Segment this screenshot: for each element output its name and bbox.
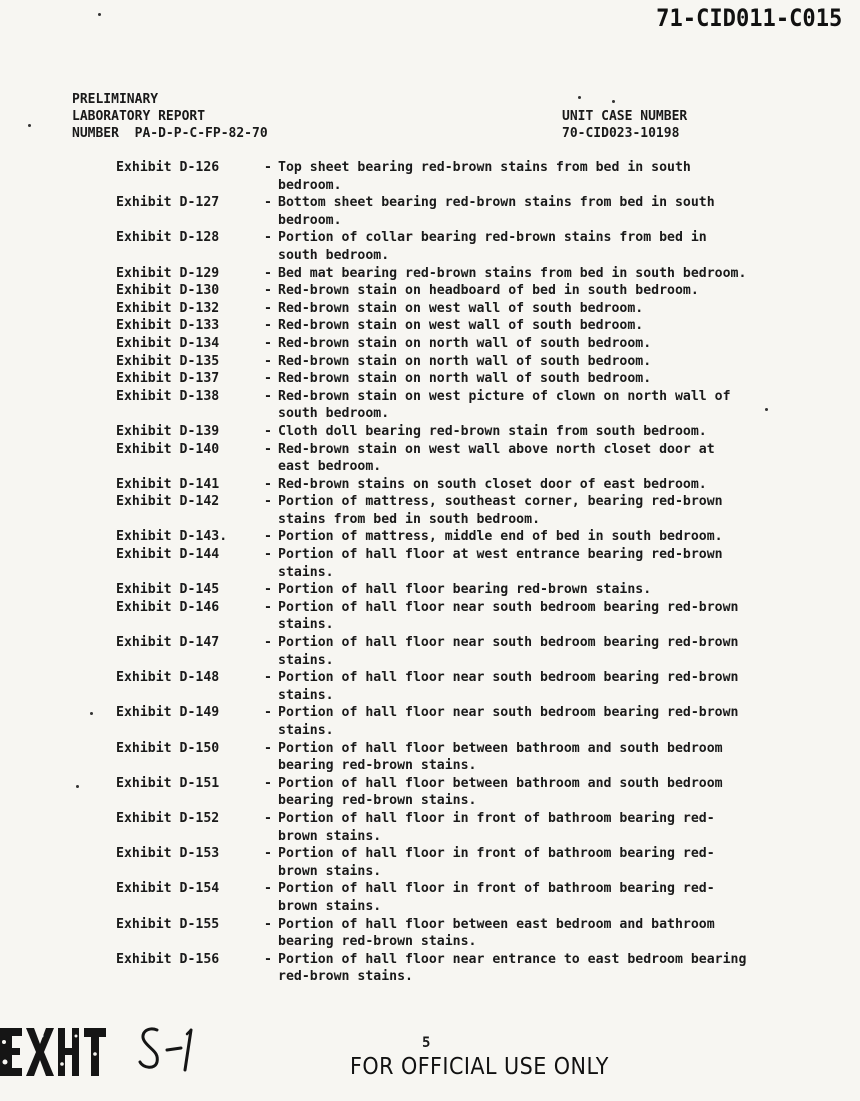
handwritten-exhibit-mark bbox=[135, 1020, 215, 1075]
exhibit-description: bearing red-brown stains. bbox=[278, 793, 477, 809]
exhibit-description: Portion of hall floor in front of bathroom bearing red- bbox=[278, 810, 715, 826]
exhibit-separator: - bbox=[264, 441, 272, 457]
exhibit-item bbox=[116, 880, 826, 898]
exhibit-item-continuation bbox=[116, 212, 826, 230]
exhibit-separator: - bbox=[264, 195, 272, 211]
exhibit-item bbox=[116, 493, 826, 511]
exhibit-label: Exhibit D-134 bbox=[116, 335, 220, 351]
exhibit-label: Exhibit D-154 bbox=[116, 881, 220, 897]
exhibit-label: Exhibit D-143. bbox=[116, 529, 228, 545]
exhibit-description: bearing red-brown stains. bbox=[278, 758, 477, 774]
exhibit-description: brown stains. bbox=[278, 863, 382, 879]
exhibit-description: Red-brown stain on north wall of south bedroom. bbox=[278, 371, 652, 387]
exhibit-separator: - bbox=[264, 265, 272, 281]
exhibit-separator: - bbox=[264, 494, 272, 510]
paper-speck bbox=[765, 408, 768, 411]
exhibit-description: Portion of hall floor between east bedroom and bathroom bbox=[278, 916, 715, 932]
exhibit-separator: - bbox=[264, 283, 272, 299]
exhibit-description: stains. bbox=[278, 564, 334, 580]
exhibit-description: Red-brown stain on north wall of south bedroom. bbox=[278, 353, 652, 369]
exhibit-separator: - bbox=[264, 300, 272, 316]
exhibit-label: Exhibit D-139 bbox=[116, 423, 220, 439]
report-header-right bbox=[562, 108, 687, 142]
exhibit-label: Exhibit D-128 bbox=[116, 230, 220, 246]
exhibit-description: Portion of hall floor near south bedroom bearing red-brown bbox=[278, 599, 739, 615]
paper-speck bbox=[76, 785, 79, 788]
exhibit-separator: - bbox=[264, 423, 272, 439]
exhibit-item bbox=[116, 634, 826, 652]
exhibit-separator: - bbox=[264, 635, 272, 651]
paper-speck bbox=[612, 100, 615, 103]
exhibit-item bbox=[116, 599, 826, 617]
exhibit-label: Exhibit D-126 bbox=[116, 160, 220, 175]
exhibit-separator: - bbox=[264, 670, 272, 686]
exhibit-item-continuation bbox=[116, 933, 826, 951]
exhibit-item bbox=[116, 159, 826, 177]
exhibit-separator: - bbox=[264, 951, 272, 967]
exhibit-item bbox=[116, 300, 826, 318]
exhibit-description: stains. bbox=[278, 723, 334, 738]
exhibit-description: Bottom sheet bearing red-brown stains from bed in south bbox=[278, 195, 715, 211]
exhibit-item bbox=[116, 441, 826, 459]
exhibit-description: Portion of hall floor between bathroom and south bedroom bbox=[278, 740, 723, 756]
exhibit-description: stains. bbox=[278, 652, 334, 668]
exhibit-description: Portion of hall floor in front of bathroom bearing red- bbox=[278, 881, 715, 897]
exhibit-item bbox=[116, 740, 826, 758]
exhibit-separator: - bbox=[264, 371, 272, 387]
exhibit-item bbox=[116, 916, 826, 934]
exhibit-item-continuation bbox=[116, 863, 826, 881]
exhibit-label: Exhibit D-130 bbox=[116, 283, 220, 299]
exhibit-item-continuation bbox=[116, 177, 826, 195]
exhibit-description: Red-brown stain on west picture of clown on north wall of bbox=[278, 388, 731, 404]
exhibit-description: Portion of hall floor near south bedroom bearing red-brown bbox=[278, 670, 739, 686]
exhibit-separator: - bbox=[264, 705, 272, 721]
exhibit-item bbox=[116, 951, 826, 969]
exhibit-label: Exhibit D-133 bbox=[116, 318, 220, 334]
exhibit-label: Exhibit D-149 bbox=[116, 705, 220, 721]
exhibit-list bbox=[116, 159, 826, 986]
exhibit-separator: - bbox=[264, 318, 272, 334]
exhibit-item-continuation bbox=[116, 564, 826, 582]
exhibit-label: Exhibit D-144 bbox=[116, 547, 220, 563]
exhibit-description: Portion of hall floor near south bedroom bearing red-brown bbox=[278, 635, 739, 651]
exhibit-item bbox=[116, 528, 826, 546]
exhibit-description: brown stains. bbox=[278, 898, 382, 914]
exhibit-label: Exhibit D-153 bbox=[116, 846, 220, 862]
exhibit-description: Top sheet bearing red-brown stains from bed in south bbox=[278, 160, 691, 175]
report-type: LABORATORY REPORT bbox=[72, 109, 206, 124]
exhibit-description: Portion of hall floor in front of bathroom bearing red- bbox=[278, 846, 715, 862]
exhibit-description: Red-brown stain on headboard of bed in south bedroom. bbox=[278, 283, 699, 299]
exhibit-item bbox=[116, 335, 826, 353]
exhibit-description: Red-brown stain on west wall of south bedroom. bbox=[278, 318, 644, 334]
exhibit-separator: - bbox=[264, 881, 272, 897]
exhibit-description: Portion of hall floor near entrance to east bedroom bearing bbox=[278, 951, 747, 967]
exhibit-description: south bedroom. bbox=[278, 406, 390, 422]
exhibit-label: Exhibit D-127 bbox=[116, 195, 220, 211]
exhibit-item bbox=[116, 353, 826, 371]
exhibit-label: Exhibit D-141 bbox=[116, 476, 220, 492]
paper-speck bbox=[578, 96, 581, 99]
exhibit-separator: - bbox=[264, 476, 272, 492]
exhibit-description: bedroom. bbox=[278, 212, 342, 228]
exhibit-description: bedroom. bbox=[278, 177, 342, 193]
exhibit-item-continuation bbox=[116, 968, 826, 986]
exhibit-item-continuation bbox=[116, 722, 826, 740]
exhibit-item bbox=[116, 704, 826, 722]
exhibit-description: Red-brown stain on north wall of south bedroom. bbox=[278, 335, 652, 351]
exhibit-item bbox=[116, 282, 826, 300]
exhibit-separator: - bbox=[264, 599, 272, 615]
exhibit-separator: - bbox=[264, 846, 272, 862]
exhibit-description: Red-brown stain on west wall above north closet door at bbox=[278, 441, 715, 457]
exhibit-label: Exhibit D-148 bbox=[116, 670, 220, 686]
exhibit-description: Red-brown stain on west wall of south bedroom. bbox=[278, 300, 644, 316]
exhibit-item bbox=[116, 194, 826, 212]
exhibit-label: Exhibit D-129 bbox=[116, 265, 220, 281]
exhibit-item bbox=[116, 581, 826, 599]
exhibit-description: Portion of hall floor near south bedroom bearing red-brown bbox=[278, 705, 739, 721]
exhibit-item bbox=[116, 845, 826, 863]
exhibit-item-continuation bbox=[116, 511, 826, 529]
exhibit-label: Exhibit D-138 bbox=[116, 388, 220, 404]
exhibit-stamp bbox=[0, 1022, 108, 1080]
exhibit-item bbox=[116, 546, 826, 564]
exhibit-item-continuation bbox=[116, 792, 826, 810]
exhibit-description: stains from bed in south bedroom. bbox=[278, 511, 541, 527]
exhibit-description: stains. bbox=[278, 687, 334, 703]
exhibit-separator: - bbox=[264, 775, 272, 791]
exhibit-label: Exhibit D-140 bbox=[116, 441, 220, 457]
exhibit-description: red-brown stains. bbox=[278, 969, 413, 985]
exhibit-label: Exhibit D-150 bbox=[116, 740, 220, 756]
exhibit-item-continuation bbox=[116, 247, 826, 265]
report-status: PRELIMINARY bbox=[72, 92, 159, 107]
exhibit-description: Portion of hall floor bearing red-brown stains. bbox=[278, 582, 652, 598]
exhibit-label: Exhibit D-132 bbox=[116, 300, 220, 316]
exhibit-item-continuation bbox=[116, 828, 826, 846]
exhibit-separator: - bbox=[264, 810, 272, 826]
classification-footer: FOR OFFICIAL USE ONLY bbox=[350, 1054, 609, 1080]
exhibit-item-continuation bbox=[116, 898, 826, 916]
exhibit-separator: - bbox=[264, 388, 272, 404]
exhibit-separator: - bbox=[264, 582, 272, 598]
exhibit-label: Exhibit D-142 bbox=[116, 494, 220, 510]
exhibit-separator: - bbox=[264, 230, 272, 246]
exhibit-item bbox=[116, 370, 826, 388]
exhibit-label: Exhibit D-137 bbox=[116, 371, 220, 387]
exhibit-description: stains. bbox=[278, 617, 334, 633]
exhibit-item bbox=[116, 775, 826, 793]
paper-speck bbox=[98, 13, 101, 16]
page-number: 5 bbox=[422, 1035, 431, 1051]
exhibit-description: Portion of hall floor between bathroom and south bedroom bbox=[278, 775, 723, 791]
exhibit-separator: - bbox=[264, 916, 272, 932]
exhibit-separator: - bbox=[264, 529, 272, 545]
exhibit-separator: - bbox=[264, 353, 272, 369]
exhibit-description: Portion of mattress, middle end of bed in south bedroom. bbox=[278, 529, 723, 545]
exhibit-item bbox=[116, 423, 826, 441]
exhibit-item-continuation bbox=[116, 687, 826, 705]
exhibit-item bbox=[116, 810, 826, 828]
paper-speck bbox=[90, 712, 93, 715]
exhibit-item-continuation bbox=[116, 458, 826, 476]
exhibit-separator: - bbox=[264, 547, 272, 563]
exhibit-description: Portion of collar bearing red-brown stains from bed in bbox=[278, 230, 707, 246]
exhibit-description: Bed mat bearing red-brown stains from bed in south bedroom. bbox=[278, 265, 747, 281]
exhibit-separator: - bbox=[264, 740, 272, 756]
exhibit-description: brown stains. bbox=[278, 828, 382, 844]
exhibit-label: Exhibit D-152 bbox=[116, 810, 220, 826]
exhibit-item-continuation bbox=[116, 616, 826, 634]
exhibit-separator: - bbox=[264, 335, 272, 351]
paper-speck bbox=[28, 124, 31, 127]
exhibit-description: Red-brown stains on south closet door of east bedroom. bbox=[278, 476, 707, 492]
exhibit-label: Exhibit D-146 bbox=[116, 599, 220, 615]
exhibit-item bbox=[116, 388, 826, 406]
exhibit-label: Exhibit D-147 bbox=[116, 635, 220, 651]
unit-case-label: UNIT CASE NUMBER bbox=[562, 109, 688, 124]
exhibit-item-continuation bbox=[116, 757, 826, 775]
exhibit-item bbox=[116, 265, 826, 283]
exhibit-item bbox=[116, 476, 826, 494]
exhibit-item bbox=[116, 669, 826, 687]
exhibit-item bbox=[116, 229, 826, 247]
exhibit-label: Exhibit D-135 bbox=[116, 353, 220, 369]
exhibit-description: Portion of mattress, southeast corner, bearing red-brown bbox=[278, 494, 723, 510]
exhibit-description: south bedroom. bbox=[278, 247, 390, 263]
exhibit-description: Portion of hall floor at west entrance bearing red-brown bbox=[278, 547, 723, 563]
exhibit-item bbox=[116, 317, 826, 335]
exhibit-description: Cloth doll bearing red-brown stain from south bedroom. bbox=[278, 423, 707, 439]
exhibit-label: Exhibit D-145 bbox=[116, 582, 220, 598]
exhibit-description: bearing red-brown stains. bbox=[278, 934, 477, 950]
report-number: NUMBER PA-D-P-C-FP-82-70 bbox=[72, 126, 268, 141]
exhibit-description: east bedroom. bbox=[278, 459, 382, 475]
exhibit-label: Exhibit D-151 bbox=[116, 775, 220, 791]
document-id-stamp: 71-CID011-C015 bbox=[655, 4, 842, 32]
exhibit-separator: - bbox=[264, 160, 272, 175]
exhibit-label: Exhibit D-155 bbox=[116, 916, 220, 932]
unit-case-number: 70-CID023-10198 bbox=[562, 126, 680, 141]
report-header-left bbox=[72, 91, 268, 142]
exhibit-label: Exhibit D-156 bbox=[116, 951, 220, 967]
exhibit-item-continuation bbox=[116, 405, 826, 423]
exhibit-item-continuation bbox=[116, 652, 826, 670]
